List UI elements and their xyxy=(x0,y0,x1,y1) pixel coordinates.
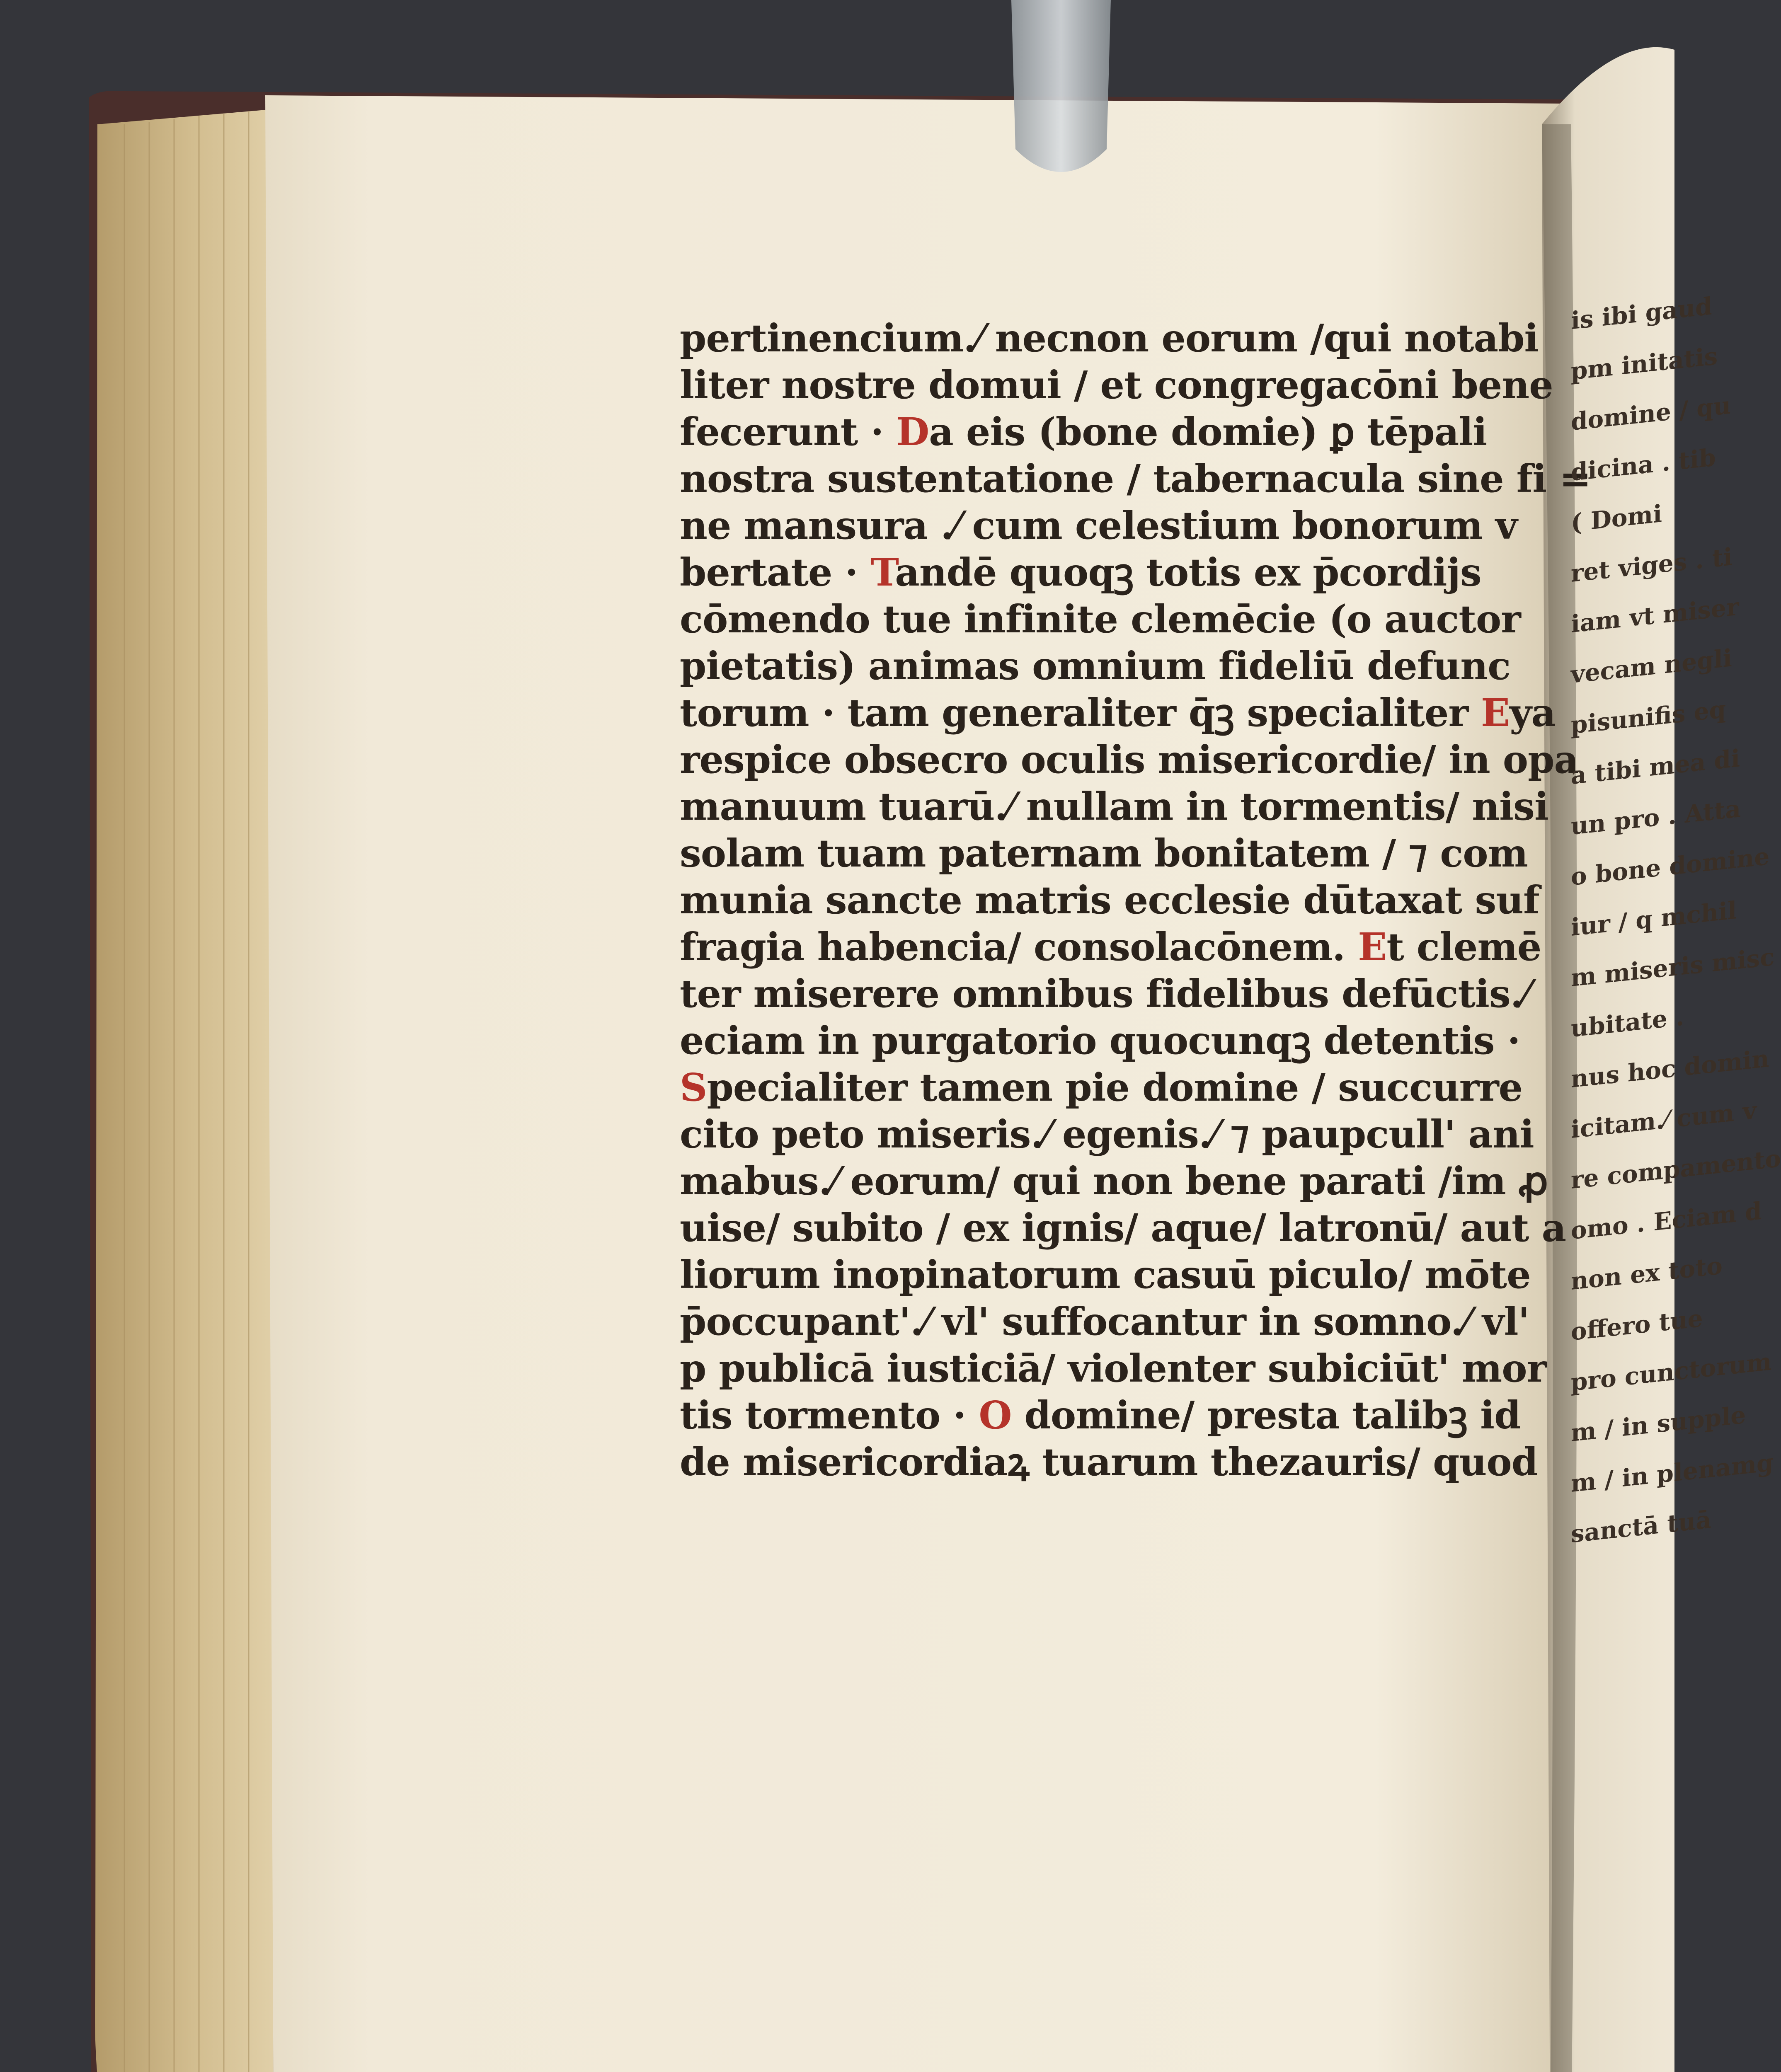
facing-text-line: domine / qu xyxy=(1571,391,1731,436)
facing-text-line: sanctā tuā xyxy=(1571,1505,1711,1549)
facing-text-line: un pro . Atta xyxy=(1571,794,1741,841)
text-line: liter nostre domui / et congregacōni bene xyxy=(680,363,1553,407)
text-line: de misericordiaꝝ tuarum thezauris/ quod xyxy=(680,1440,1538,1484)
text-line: pertinencium.⁄ necnon eorum /qui notabi xyxy=(680,316,1539,361)
facing-text-line: nus hoc domin xyxy=(1571,1044,1769,1094)
text-line: nostra sustentatione / tabernacula sine fi = xyxy=(680,456,1591,501)
facing-text-line: is ibi gaud xyxy=(1571,292,1712,335)
text-line: mabus.⁄ eorum/ qui non bene parati /im ꝓ xyxy=(680,1159,1548,1203)
text-line: torum · tam generaliter q̄ꝫ specialiter Eya xyxy=(680,690,1556,735)
rubric-initial: D xyxy=(896,409,929,454)
text-line: pietatis) animas omnium fideliū defunc xyxy=(680,644,1511,688)
text-line: bertate · Tandē quoqꝫ totis ex p̄cordijs xyxy=(680,550,1481,595)
facing-text-line: pm initatis xyxy=(1571,341,1718,386)
text-line: liorum inopinatorum casuū piculo/ mōte xyxy=(680,1252,1531,1297)
facing-text-line: vecam negli xyxy=(1571,644,1732,689)
text-line: fragia habencia/ consolacōnem. Et clemē xyxy=(680,925,1541,969)
text-line: fecerunt · Da eis (bone domie) ꝑ tēpali xyxy=(680,409,1487,454)
text-line: p publicā iusticiā/ violenter subiciūt' mor xyxy=(680,1346,1547,1391)
text-line: p̄occupant'.⁄ vl' suffocantur in somno.⁄ vl' xyxy=(680,1299,1529,1344)
facing-text-line: icitam.⁄ cum v xyxy=(1571,1096,1757,1144)
text-line: cōmendo tue infinite clemēcie (o auctor xyxy=(680,597,1521,641)
text-line: uise/ subito / ex ignis/ aque/ latronū/ aut a xyxy=(680,1205,1566,1250)
facing-text-line: iur / q mchil xyxy=(1571,896,1737,942)
text-line: ter miserere omnibus fidelibus defūctis.⁄ xyxy=(680,971,1529,1016)
text-line: cito peto miseris.⁄ egenis.⁄ ⁊ paupcull' ani xyxy=(680,1112,1534,1157)
text-line: ne mansura .⁄ cum celestium bonorum v xyxy=(680,503,1517,548)
text-line: tis tormento · O domine/ presta talibꝫ id xyxy=(680,1393,1521,1438)
text-line: respice obsecro oculis misericordie/ in opa xyxy=(680,737,1579,782)
facing-text-line: non ex toto xyxy=(1571,1251,1723,1296)
rubric-initial: S xyxy=(680,1065,707,1110)
facing-text-line: o bone domine xyxy=(1571,842,1770,891)
facing-text-line: ubitate . xyxy=(1571,1002,1684,1043)
facing-page-text xyxy=(1571,290,1781,1554)
rubric-initial: E xyxy=(1481,690,1510,735)
facing-text-line: ( Domi xyxy=(1571,499,1662,537)
top-clip xyxy=(1011,0,1111,172)
facing-text-line: iam vt miser xyxy=(1571,592,1739,639)
facing-text-line: pro cunctorum xyxy=(1571,1347,1772,1397)
facing-text-line: omo . Eciam d xyxy=(1571,1196,1762,1245)
facing-text-line: m / in supple xyxy=(1571,1400,1746,1447)
text-line: manuum tuarū.⁄ nullam in tormentis/ nisi xyxy=(680,784,1548,829)
facing-text-line: pisunifis eq xyxy=(1571,695,1726,740)
facing-text-line: a tibi mea di xyxy=(1571,744,1740,790)
facing-text-line: dicina . tib xyxy=(1571,443,1716,487)
rubric-initial: O xyxy=(979,1393,1012,1438)
text-line: solam tuam paternam bonitatem / ⁊ com xyxy=(680,831,1528,876)
rubric-initial: E xyxy=(1358,925,1387,969)
facing-text-line: ret viges . ti xyxy=(1571,542,1733,588)
facing-text-line: re compamento xyxy=(1571,1144,1781,1195)
facing-text-line: m miseris misc xyxy=(1571,942,1775,992)
facing-text-line: offero tue xyxy=(1571,1304,1703,1346)
text-line: munia sancte matris ecclesie dūtaxat suf xyxy=(680,878,1539,922)
rubric-initial: T xyxy=(870,550,895,595)
text-line: eciam in purgatorio quocunqꝫ detentis · xyxy=(680,1018,1520,1063)
facing-text-line: m / in plenamg xyxy=(1571,1448,1774,1498)
text-line: Specialiter tamen pie domine / succurre xyxy=(680,1065,1523,1110)
page-text-block xyxy=(680,315,1591,1486)
